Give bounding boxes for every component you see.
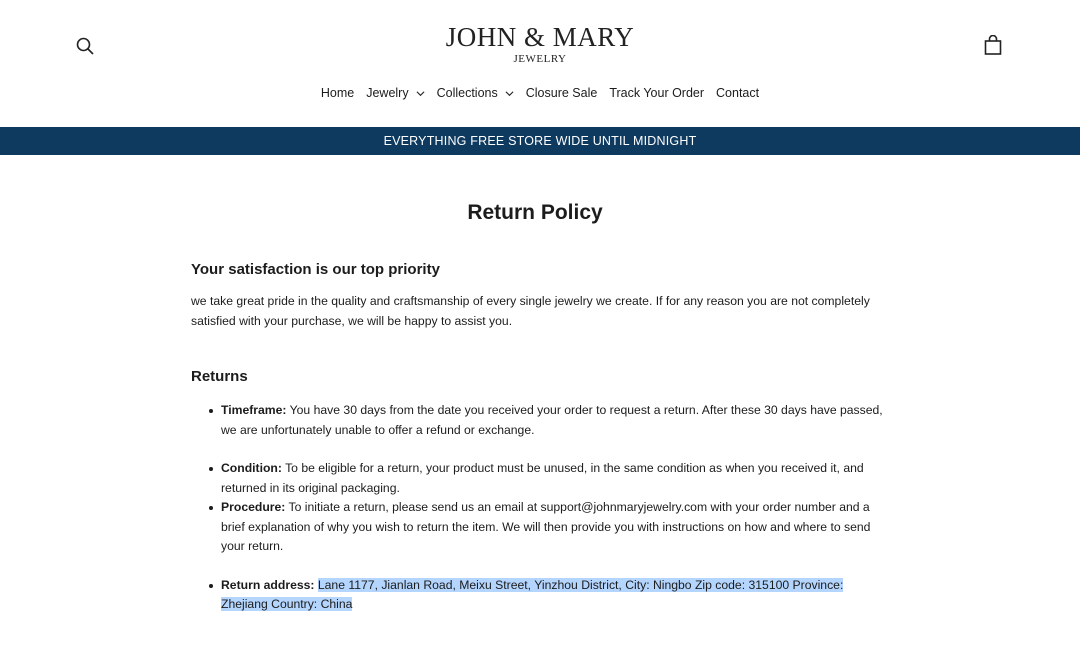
logo-main: JOHN & MARY <box>445 22 635 52</box>
page-content <box>191 201 889 615</box>
item-label: Condition: <box>221 461 282 475</box>
announcement-banner: EVERYTHING FREE STORE WIDE UNTIL MIDNIGHT <box>0 127 1080 155</box>
nav-contact[interactable] <box>716 86 759 100</box>
nav-label: Jewelry <box>366 86 409 100</box>
nav-label: Closure Sale <box>525 86 598 100</box>
cart-icon[interactable] <box>984 35 1002 55</box>
list-item <box>221 401 889 440</box>
main-nav <box>0 86 1080 100</box>
site-header <box>0 0 1080 127</box>
item-text: To initiate a return, please send us an email at support@johnmaryjewelry.com with your order number and a brief explanation of why you wish to return the item. We will then provide you with instructions on how and where to send your return. <box>221 500 871 553</box>
nav-label: Collections <box>436 86 498 100</box>
item-label: Timeframe: <box>221 403 287 417</box>
list-item <box>221 459 889 498</box>
nav-label: Home <box>320 86 355 100</box>
nav-jewelry[interactable] <box>366 86 424 100</box>
list-item <box>221 576 889 615</box>
logo-sub: JEWELRY <box>513 53 567 65</box>
list-item <box>221 498 889 557</box>
item-label: Procedure: <box>221 500 286 514</box>
nav-label: Track Your Order <box>609 86 705 100</box>
nav-label: Contact <box>716 86 760 100</box>
chevron-down-icon <box>416 89 425 98</box>
page-title: Return Policy <box>467 201 603 224</box>
item-text: You have 30 days from the date you received your order to request a return. After these 30 days have passed, we are unfortunately unable to offer a refund or exchange. <box>221 403 883 437</box>
nav-home[interactable] <box>321 86 354 100</box>
logo[interactable] <box>0 22 1080 65</box>
returns-list <box>191 401 889 615</box>
nav-closure-sale[interactable] <box>526 86 598 100</box>
selected-address-text[interactable]: Lane 1177, Jianlan Road, Meixu Street, Yinzhou District, City: Ningbo Zip code: 315100 Province: Zhejiang Country: China <box>221 577 844 611</box>
nav-collections[interactable] <box>437 86 514 100</box>
chevron-down-icon <box>505 89 514 98</box>
section-heading: Your satisfaction is our top priority <box>191 261 440 278</box>
item-text: To be eligible for a return, your product must be unused, in the same condition as when you received it, and returned in its original packaging. <box>221 461 864 495</box>
nav-track-order[interactable] <box>609 86 704 100</box>
section-heading: Returns <box>191 368 248 385</box>
item-label: Return address: <box>221 577 315 592</box>
intro-paragraph: we take great pride in the quality and craftsmanship of every single jewelry we create. If for any reason you are not completely satisfied with your purchase, we will be happy to assist you. <box>191 294 870 328</box>
